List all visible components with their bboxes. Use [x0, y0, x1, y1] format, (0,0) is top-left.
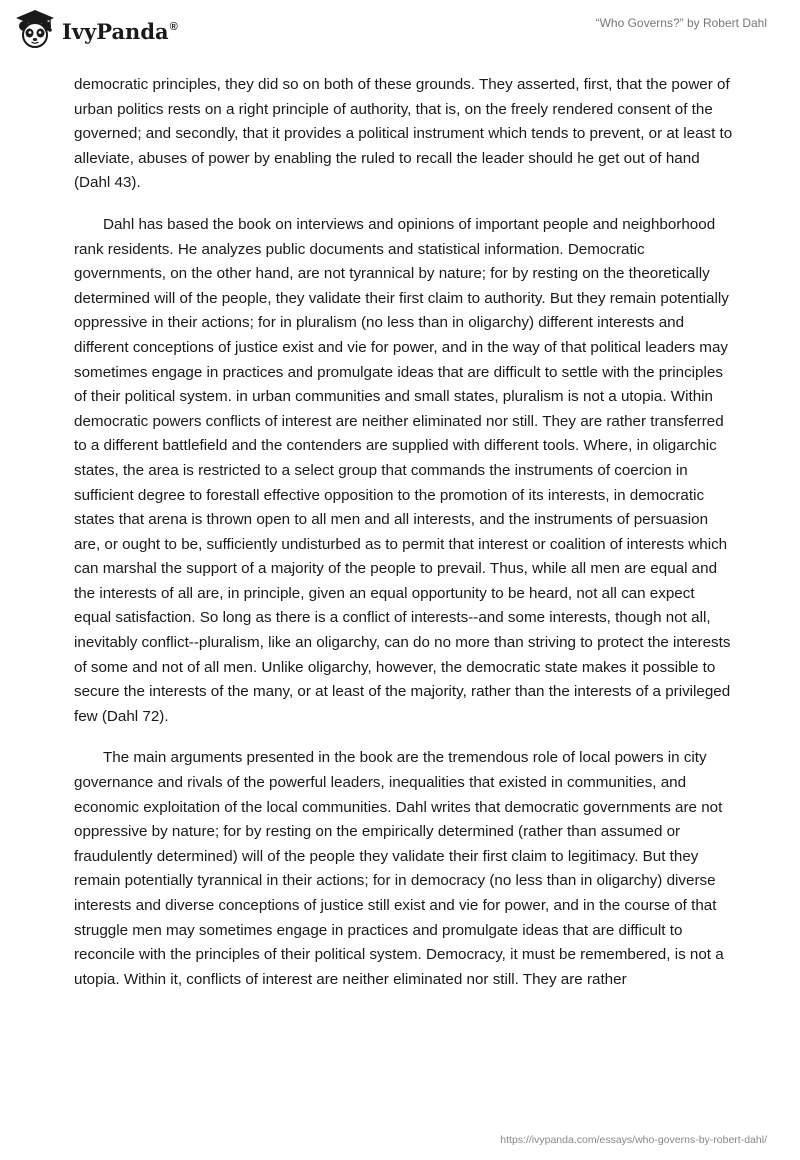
- paragraph-1: democratic principles, they did so on both of these grounds. They asserted, first, that the power of urban politics rests on a right principle of authority, that is, on the freely rendered consent of the governed; and secondly, that it provides a political instrument which tends to prevent, or at least to alleviate, abuses of power by enabling the ruled to recall the leader should he get out of hand (Dahl 43).: [74, 76, 733, 192]
- page-header: [0, 0, 800, 70]
- brand-name: [62, 19, 178, 44]
- logo[interactable]: [14, 8, 178, 50]
- panda-graduate-icon: [14, 8, 56, 50]
- document-title: “Who Governs?” by Robert Dahl: [595, 16, 767, 30]
- paragraph-3: The main arguments presented in the book are the tremendous role of local powers in city governance and rivals of the powerful leaders, inequalities that existed in communities, and economic exploitation of the local communities. Dahl writes that democratic governments are not oppressive by nature; for by resting on the empirically determined (rather than assumed or fraudulently determined) will of the people they validate their first claim to legitimacy. But they remain potentially tyrannical in their actions; for in democracy (no less than in oligarchy) diverse interests and diverse conceptions of justice still exist and vie for power, and in the course of that struggle men may sometimes engage in practices and promulgate ideas that are difficult to reconcile with the principles of their political system. Democracy, it must be remembered, is not a utopia. Within it, conflicts of interest are neither eliminated nor still. They are rather: [74, 749, 724, 988]
- registered-mark: ®: [169, 20, 178, 33]
- paragraph-2: Dahl has based the book on interviews and opinions of important people and neighborhood rank residents. He analyzes public documents and statistical information. Democratic governments, on the other hand, are not tyrannical by nature; for by resting on the theoretically determined will of the people, they validate their first claim to authority. But they remain potentially oppressive in their actions; for in pluralism (no less than in oligarchy) different interests and different conceptions of justice exist and vie for power, and in the way of that political leaders may sometimes engage in practices and promulgate ideas that are difficult to settle with the principles of their political system. in urban communities and small states, pluralism is not a utopia. Within democratic powers conflicts of interest are neither eliminated nor still. They are rather transferred to a different battlefield and the contenders are supplied with different tools. Where, in oligarchic states, the area is restricted to a select group that commands the instruments of coercion in sufficient degree to forestall effective opposition to the promotion of its interests, in democratic states that arena is thrown open to all men and all interests, and the instruments of persuasion are, or ought to be, sufficiently undisturbed as to permit that interest or coalition of interests which can marshal the support of a majority of the people to prevail. Thus, while all men are equal and the interests of all are, in principle, given an equal opportunity to be heard, not all can expect equal satisfaction. So long as there is a conflict of interests--and some interests, though not all, inevitably conflict--pluralism, like an oligarchy, can do no more than striving to protect the interests of some and not of all men. Unlike oligarchy, however, the democratic state makes it possible to secure the interests of the many, or at least of the majority, rather than the interests of a privileged few (Dahl 72).: [74, 215, 731, 725]
- essay-body: [74, 73, 734, 1009]
- brand-text: IvyPanda: [62, 18, 169, 44]
- source-url[interactable]: https://ivypanda.com/essays/who-governs-by-robert-dahl/: [500, 1134, 767, 1146]
